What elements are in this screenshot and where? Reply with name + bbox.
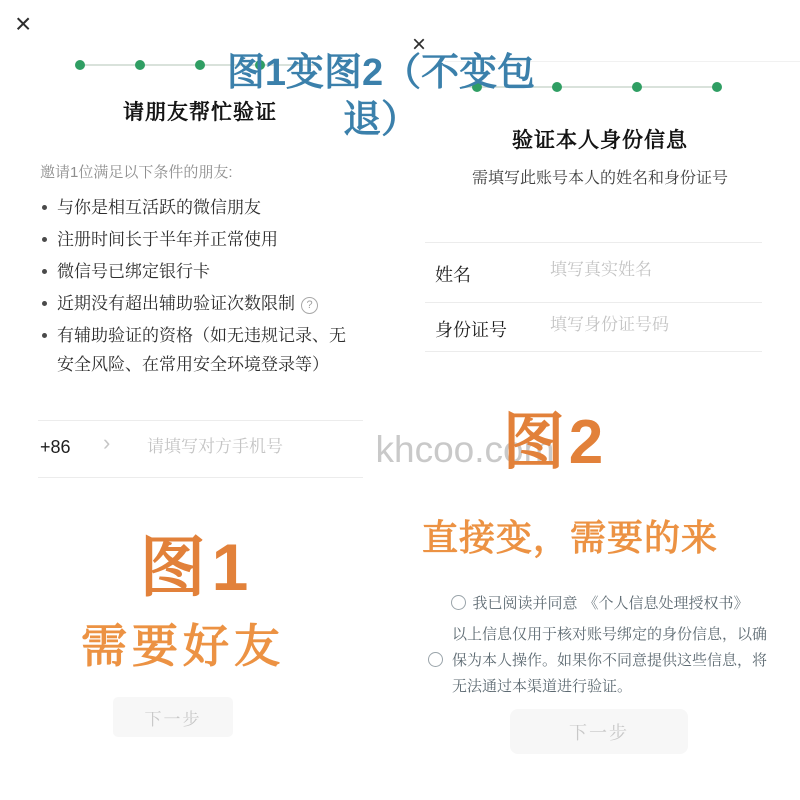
next-step-button[interactable]: 下一步 [510, 709, 688, 754]
list-item-text: 有辅助验证的资格（如无违规记录、无安全风险、在常用安全环境登录等） [57, 326, 346, 374]
progress-step-dot [632, 82, 642, 92]
watermark-text: khcoo.com [375, 429, 555, 470]
list-item [40, 321, 362, 379]
page-title: 验证本人身份信息 [512, 129, 688, 152]
list-item-text: 与你是相互活跃的微信朋友 [57, 198, 261, 217]
divider [425, 242, 762, 243]
divider [425, 351, 762, 352]
list-item [40, 289, 362, 318]
privacy-authorization-link[interactable]: 《个人信息处理授权书》 [583, 595, 749, 612]
list-item [40, 257, 362, 286]
page-subtitle: 需填写此账号本人的姓名和身份证号 [471, 170, 728, 187]
progress-step-dot [712, 82, 722, 92]
consent-checkbox[interactable] [428, 652, 443, 667]
id-number-field-label: 身份证号 [435, 320, 507, 340]
divider [38, 477, 363, 478]
page-title: 请朋友帮忙验证 [123, 101, 277, 124]
chevron-right-icon: › [103, 430, 111, 455]
next-step-button[interactable]: 下一步 [113, 697, 233, 737]
annotation-line: 退） [342, 99, 419, 141]
figure2-caption: 直接变，需要的来 [421, 517, 718, 558]
phone-number-input[interactable] [145, 430, 354, 464]
progress-step-dot [135, 60, 145, 70]
progress-step-dot [195, 60, 205, 70]
agreement-text: 我已阅读并同意 [472, 595, 578, 612]
divider [425, 302, 762, 303]
figure2-label: 图2 [502, 408, 608, 477]
figure1-caption: 需要好友 [81, 620, 285, 672]
country-code-selector[interactable]: +86 [40, 437, 71, 457]
divider [38, 420, 363, 421]
seller-annotation-note [225, 50, 537, 144]
progress-step-dot [75, 60, 85, 70]
agreement-checkbox[interactable] [451, 595, 466, 610]
list-item-text: 微信号已绑定银行卡 [57, 262, 210, 281]
help-icon[interactable]: ? [301, 297, 318, 314]
invite-conditions-intro: 邀请1位满足以下条件的朋友: [40, 164, 233, 181]
close-icon[interactable]: × [412, 31, 427, 58]
list-item [40, 225, 362, 254]
list-item-text: 近期没有超出辅助验证次数限制 [57, 294, 295, 313]
list-item-text: 注册时间长于半年并正常使用 [57, 230, 278, 249]
close-icon[interactable]: × [15, 8, 32, 39]
figure1-label: 图1 [139, 530, 255, 604]
id-number-input[interactable] [548, 309, 764, 341]
agreement-row [400, 592, 800, 613]
name-field-label: 姓名 [435, 265, 471, 285]
annotation-line: 图1变图2（不变包 [226, 52, 536, 94]
condition-list [40, 193, 362, 382]
consent-disclaimer-text: 以上信息仅用于核对账号绑定的身份信息，以确保为本人操作。如果你不同意提供这些信息，将无法通过本渠道进行验证。 [452, 626, 768, 695]
progress-step-dot [552, 82, 562, 92]
list-item [40, 193, 362, 222]
real-name-input[interactable] [548, 254, 764, 286]
